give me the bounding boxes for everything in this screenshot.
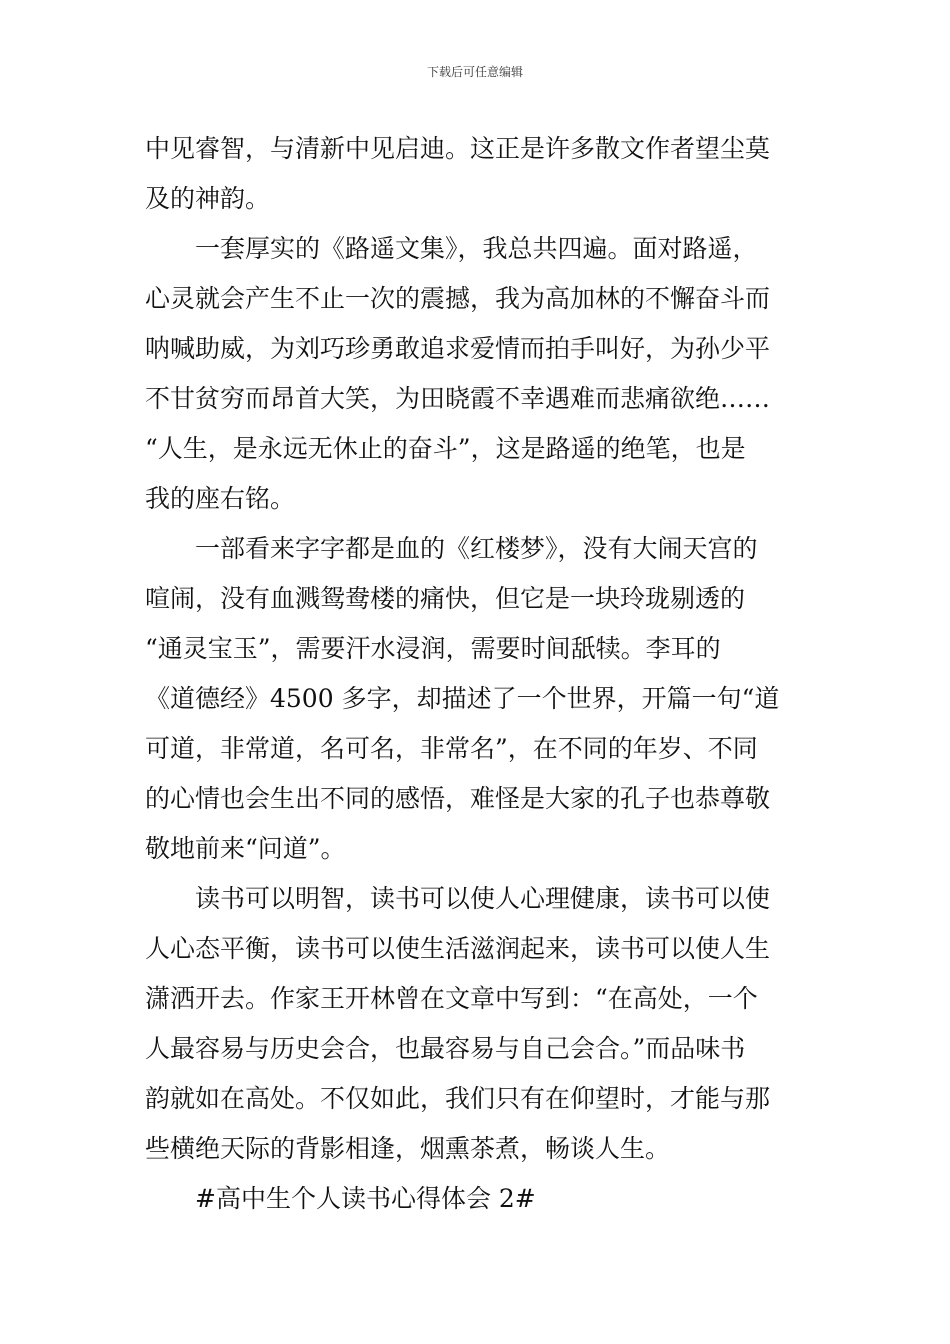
text-line: 人最容易与历史会合，也最容易与自己会合。”而品味书 xyxy=(145,1034,746,1063)
text-line: 潇洒开去。作家王开林曾在文章中写到：“在高处，一个 xyxy=(145,984,758,1013)
text-line: 喧闹，没有血溅鸳鸯楼的痛快，但它是一块玲珑剔透的 xyxy=(145,584,746,613)
paragraph-start-line: 一部看来字字都是血的《红楼梦》，没有大闹天宫的 xyxy=(195,534,758,563)
text-line: 人心态平衡，读书可以使生活滋润起来，读书可以使人生 xyxy=(145,934,771,963)
text-line: “通灵宝玉”，需要汗水浸润，需要时间舐犊。李耳的 xyxy=(145,634,721,663)
text-line: 及的神韵。 xyxy=(145,184,271,213)
document-body xyxy=(145,124,807,1224)
text-line: 中见睿智，与清新中见启迪。这正是许多散文作者望尘莫 xyxy=(145,134,771,163)
text-line: “人生，是永远无休止的奋斗”，这是路遥的绝笔，也是 xyxy=(145,434,746,463)
text-line: 不甘贫穷而昂首大笑，为田晓霞不幸遇难而悲痛欲绝…… xyxy=(145,384,771,413)
text-line: 我的座右铭。 xyxy=(145,484,296,513)
text-line: 些横绝天际的背影相逢，烟熏茶煮，畅谈人生。 xyxy=(145,1134,671,1163)
section-heading: #高中生个人读书心得体会 2# xyxy=(195,1184,536,1213)
text-line: 《道德经》4500 多字，却描述了一个世界，开篇一句“道 xyxy=(145,684,780,713)
text-line: 心灵就会产生不止一次的震撼，我为高加林的不懈奋斗而 xyxy=(145,284,771,313)
page-header: 下载后可任意编辑 xyxy=(426,65,523,79)
text-line: 可道，非常道，名可名，非常名”，在不同的年岁、不同 xyxy=(145,734,758,763)
text-line: 敬地前来“问道”。 xyxy=(145,834,346,863)
text-line: 呐喊助威，为刘巧珍勇敢追求爱情而拍手叫好，为孙少平 xyxy=(145,334,771,363)
paragraph-start-line: 读书可以明智，读书可以使人心理健康，读书可以使 xyxy=(195,884,771,913)
paragraph-start-line: 一套厚实的《路遥文集》，我总共四遍。面对路遥， xyxy=(195,234,758,263)
text-line: 的心情也会生出不同的感悟，难怪是大家的孔子也恭尊敬 xyxy=(145,784,771,813)
text-line: 韵就如在高处。不仅如此，我们只有在仰望时，才能与那 xyxy=(145,1084,771,1113)
